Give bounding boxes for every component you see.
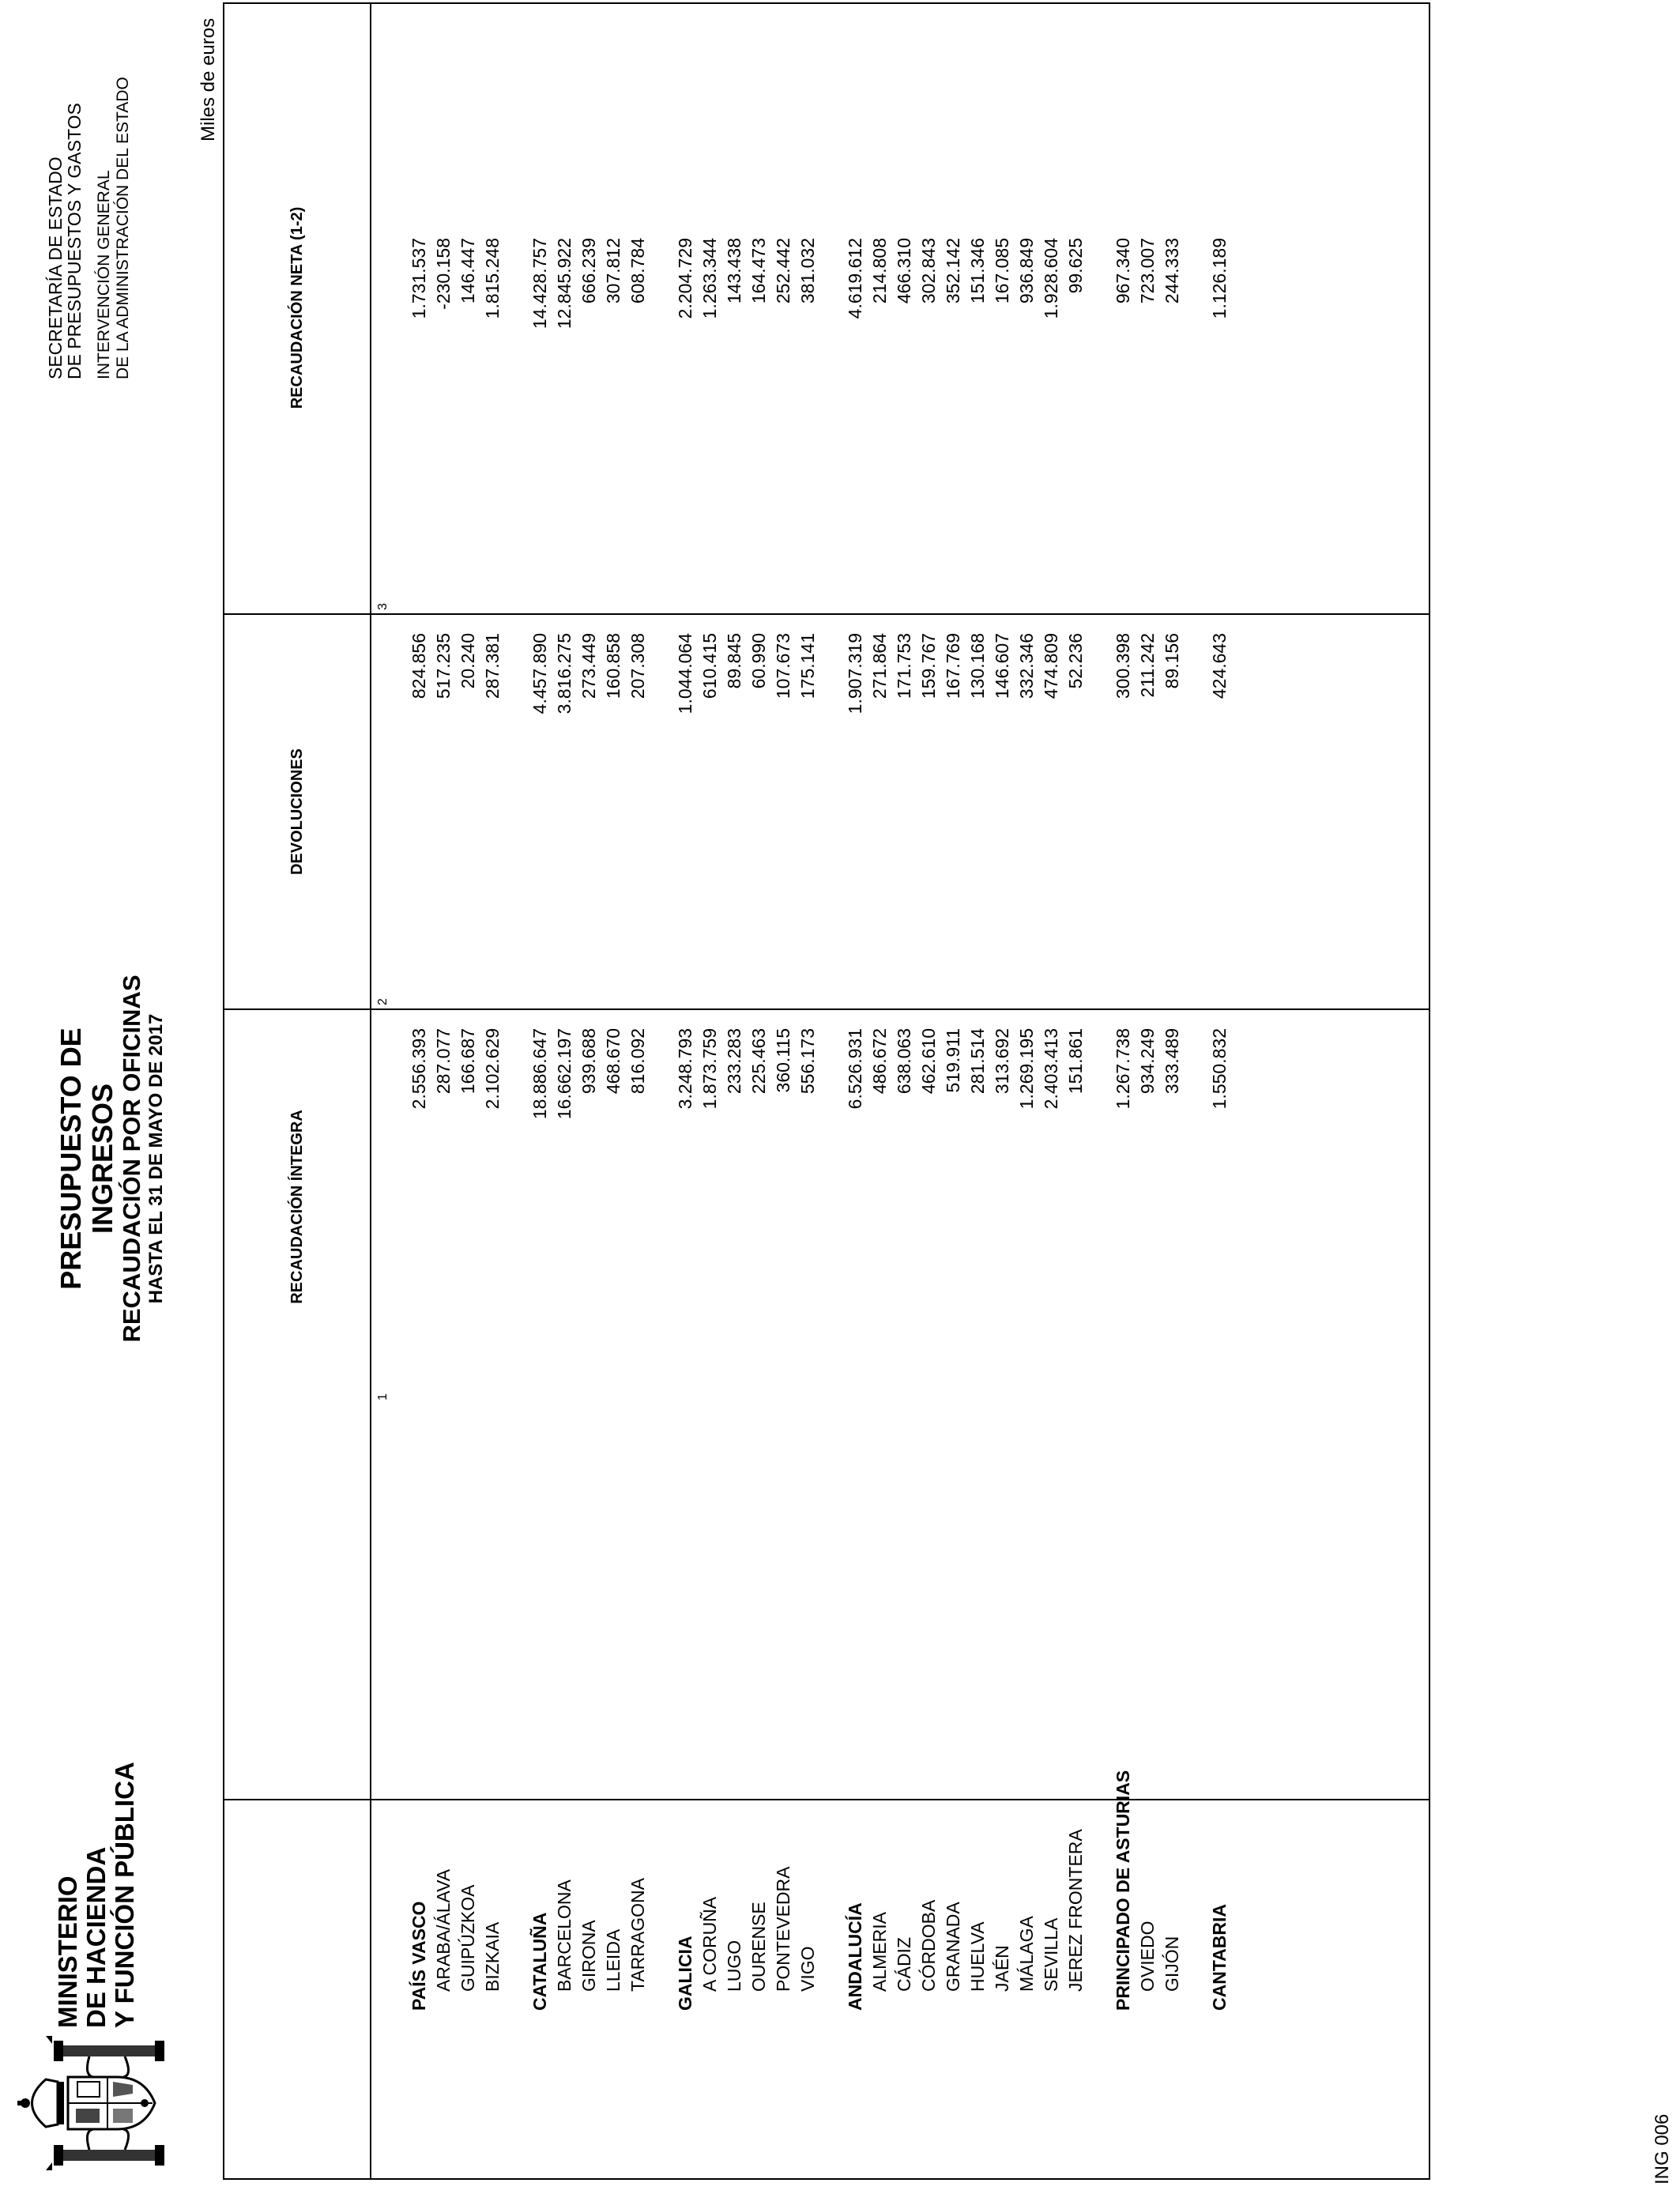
cell-devoluciones: 824.856: [409, 633, 429, 699]
region-label: GALICIA: [675, 1936, 695, 2011]
ministry-line-3: Y FUNCIÓN PÚBLICA: [110, 1762, 139, 2028]
cell-devoluciones: 271.864: [869, 633, 890, 699]
cell-neta: 466.310: [894, 238, 914, 304]
cell-neta: 723.007: [1137, 238, 1158, 304]
cell-neta: 352.142: [943, 238, 963, 304]
office-label: VIGO: [797, 1946, 818, 1992]
table-row: [1015, 0, 1038, 2194]
cell-integra: 934.249: [1137, 1028, 1158, 1095]
cell-neta: 307.812: [603, 238, 623, 304]
office-label: GRANADA: [943, 1902, 963, 1992]
cell-neta: 14.428.757: [529, 238, 550, 330]
table-row: [1039, 0, 1063, 2194]
cell-integra: 468.670: [603, 1028, 623, 1095]
secretaria-line-2: DE PRESUPUESTOS Y GASTOS: [64, 103, 85, 379]
cell-neta: 214.808: [869, 238, 890, 304]
cell-neta: 143.438: [724, 238, 744, 304]
column-divider: [223, 613, 1430, 615]
cell-neta: 1.126.189: [1209, 238, 1230, 319]
cell-integra: 18.886.647: [529, 1028, 550, 1120]
cell-integra: 151.861: [1065, 1028, 1086, 1095]
table-row: [722, 0, 746, 2194]
cell-neta: 666.239: [578, 238, 599, 304]
document-title-block: [55, 961, 168, 1356]
data-table: [223, 2, 1430, 2180]
table-row: [626, 0, 650, 2194]
region-label: PAÍS VASCO: [409, 1901, 429, 2011]
cell-neta: 967.340: [1113, 238, 1133, 304]
cell-integra: 816.092: [627, 1028, 648, 1095]
cell-integra: 1.550.832: [1209, 1028, 1230, 1110]
table-row: [601, 0, 625, 2194]
cell-devoluciones: 107.673: [773, 633, 793, 699]
cell-neta: 99.625: [1065, 238, 1086, 294]
cell-devoluciones: 424.643: [1209, 633, 1230, 699]
column-divider: [223, 1799, 1430, 1800]
cell-devoluciones: 171.753: [894, 633, 914, 699]
cell-devoluciones: 160.858: [603, 633, 623, 699]
cell-integra: 2.102.629: [482, 1028, 503, 1110]
cell-integra: 486.672: [869, 1028, 890, 1095]
office-label: LLEIDA: [603, 1928, 623, 1992]
cell-neta: 252.442: [773, 238, 793, 304]
cell-integra: 462.610: [918, 1028, 939, 1095]
cell-integra: 2.556.393: [409, 1028, 429, 1110]
table-row: [868, 0, 891, 2194]
cell-neta: 244.333: [1162, 238, 1182, 304]
cell-devoluciones: 3.816.275: [554, 633, 574, 714]
coat-of-arms-icon: [14, 2036, 176, 2170]
intervencion-line-1: INTERVENCIÓN GENERAL: [95, 170, 113, 379]
cell-integra: 233.283: [724, 1028, 744, 1095]
cell-integra: 287.077: [433, 1028, 454, 1095]
document-code: ING 006: [1652, 2113, 1673, 2185]
table-row: [771, 0, 795, 2194]
secretaria-block: [46, 77, 133, 379]
cell-devoluciones: 211.242: [1137, 633, 1158, 698]
table-row: [1160, 0, 1184, 2194]
region-label: PRINCIPADO DE ASTURIAS: [1113, 1770, 1133, 2011]
cell-neta: -230.158: [433, 238, 454, 310]
column-number-3: 3: [376, 603, 390, 610]
document-subtitle: RECAUDACIÓN POR OFICINAS: [118, 974, 145, 1343]
office-label: GIJÓN: [1162, 1936, 1182, 1992]
cell-devoluciones: 517.235: [433, 633, 454, 699]
cell-neta: 1.928.604: [1041, 238, 1061, 319]
cell-devoluciones: 287.381: [482, 633, 503, 699]
cell-devoluciones: 167.769: [943, 633, 963, 699]
cell-integra: 638.063: [894, 1028, 914, 1095]
cell-devoluciones: 332.346: [1016, 633, 1037, 699]
cell-devoluciones: 20.240: [458, 633, 478, 689]
table-row: [456, 0, 480, 2194]
cell-devoluciones: 52.236: [1065, 633, 1086, 689]
table-row: [480, 0, 504, 2194]
cell-neta: 4.619.612: [845, 238, 865, 319]
cell-integra: 2.403.413: [1041, 1028, 1061, 1110]
cell-neta: 608.784: [627, 238, 648, 304]
cell-neta: 164.473: [748, 238, 769, 304]
cell-integra: 1.269.195: [1016, 1028, 1037, 1110]
table-row: [698, 0, 721, 2194]
cell-neta: 12.845.922: [554, 238, 574, 330]
cell-integra: 360.115: [773, 1028, 793, 1093]
cell-devoluciones: 300.398: [1113, 633, 1133, 699]
office-label: GUIPÚZKOA: [458, 1884, 478, 1992]
secretaria-line-1: SECRETARÍA DE ESTADO: [45, 156, 66, 379]
cell-integra: 313.692: [992, 1028, 1012, 1095]
office-label: ALMERIA: [869, 1912, 890, 1992]
cell-devoluciones: 1.907.319: [845, 633, 865, 714]
cell-integra: 166.687: [458, 1028, 478, 1095]
office-label: SEVILLA: [1041, 1917, 1061, 1992]
cell-neta: 1.263.344: [699, 238, 720, 319]
office-label: JAÉN: [992, 1945, 1012, 1992]
table-row: [892, 0, 916, 2194]
office-label: BARCELONA: [554, 1879, 574, 1992]
cell-integra: 519.911: [943, 1028, 963, 1093]
cell-devoluciones: 4.457.890: [529, 633, 550, 714]
ministry-line-2: DE HACIENDA: [81, 1846, 111, 2028]
cell-devoluciones: 89.156: [1162, 633, 1182, 689]
table-row: [990, 0, 1014, 2194]
region-label: CATALUÑA: [529, 1912, 550, 2011]
office-label: JEREZ FRONTERA: [1065, 1829, 1086, 1992]
office-label: GIRONA: [578, 1920, 599, 1992]
office-label: OVIEDO: [1137, 1921, 1158, 1992]
office-label: TARRAGONA: [627, 1878, 648, 1992]
cell-integra: 6.526.931: [845, 1028, 865, 1110]
table-group-row: [1207, 0, 1231, 2194]
cell-devoluciones: 130.168: [967, 633, 988, 699]
cell-devoluciones: 207.308: [627, 633, 648, 699]
document-title: PRESUPUESTO DE INGRESOS: [55, 1027, 119, 1290]
table-group-row: [843, 0, 867, 2194]
cell-integra: 556.173: [797, 1028, 818, 1095]
table-row: [431, 0, 455, 2194]
table-group-row: [528, 0, 552, 2194]
column-header-devoluciones: DEVOLUCIONES: [288, 748, 306, 876]
cell-integra: 333.489: [1162, 1028, 1182, 1095]
office-label: A CORUÑA: [699, 1896, 720, 1992]
column-header-neta: RECAUDACIÓN NETA (1-2): [288, 206, 306, 409]
cell-neta: 302.843: [918, 238, 939, 304]
table-row: [941, 0, 965, 2194]
cell-neta: 151.346: [967, 238, 988, 304]
cell-integra: 1.873.759: [699, 1028, 720, 1110]
cell-devoluciones: 610.415: [699, 633, 720, 699]
cell-neta: 2.204.729: [675, 238, 695, 319]
table-row: [1136, 0, 1159, 2194]
cell-devoluciones: 159.767: [918, 633, 939, 699]
cell-integra: 16.662.197: [554, 1028, 574, 1120]
document-date: HASTA EL 31 DE MAYO DE 2017: [145, 1013, 167, 1304]
column-header-integra: RECAUDACIÓN ÍNTEGRA: [288, 1110, 306, 1304]
office-label: HUELVA: [967, 1921, 988, 1992]
cell-integra: 225.463: [748, 1028, 769, 1095]
office-label: ARABA/ÁLAVA: [433, 1868, 454, 1992]
intervencion-line-2: DE LA ADMINISTRACIÓN DEL ESTADO: [114, 77, 132, 379]
office-label: MÁLAGA: [1016, 1916, 1037, 1992]
cell-neta: 936.849: [1016, 238, 1037, 304]
cell-neta: 1.815.248: [482, 238, 503, 319]
cell-devoluciones: 1.044.064: [675, 633, 695, 714]
office-label: CÓRDOBA: [918, 1899, 939, 1992]
cell-integra: 281.514: [967, 1028, 988, 1095]
ministry-name: [54, 1762, 139, 2028]
cell-devoluciones: 175.141: [797, 633, 818, 699]
cell-devoluciones: 474.809: [1041, 633, 1061, 699]
office-label: OURENSE: [748, 1902, 769, 1992]
cell-integra: 3.248.793: [675, 1028, 695, 1110]
region-label: ANDALUCÍA: [845, 1902, 865, 2011]
cell-integra: 939.688: [578, 1028, 599, 1095]
column-number-2: 2: [376, 998, 390, 1005]
table-group-row: [673, 0, 697, 2194]
office-label: CÁDIZ: [894, 1937, 914, 1992]
column-divider: [223, 1008, 1430, 1010]
cell-devoluciones: 273.449: [578, 633, 599, 699]
cell-devoluciones: 60.990: [748, 633, 769, 689]
column-number-1: 1: [376, 1393, 390, 1400]
cell-devoluciones: 146.607: [992, 633, 1012, 699]
region-label: CANTABRIA: [1209, 1903, 1230, 2011]
cell-neta: 381.032: [797, 238, 818, 304]
cell-devoluciones: 89.845: [724, 633, 744, 689]
table-row: [747, 0, 770, 2194]
table-row: [966, 0, 989, 2194]
table-group-row: [1111, 0, 1135, 2194]
ministry-line-1: MINISTERIO: [53, 1875, 82, 2028]
table-row: [577, 0, 601, 2194]
cell-integra: 1.267.738: [1113, 1028, 1133, 1110]
cell-neta: 167.085: [992, 238, 1012, 304]
table-group-row: [407, 0, 431, 2194]
cell-neta: 1.731.537: [409, 238, 429, 319]
cell-neta: 146.447: [458, 238, 478, 304]
units-label: Miles de euros: [198, 17, 219, 141]
table-row: [552, 0, 576, 2194]
table-row: [1064, 0, 1087, 2194]
office-label: LUGO: [724, 1940, 744, 1992]
office-label: BIZKAIA: [482, 1921, 503, 1992]
table-row: [796, 0, 819, 2194]
office-label: PONTEVEDRA: [773, 1866, 793, 1992]
table-row: [917, 0, 940, 2194]
